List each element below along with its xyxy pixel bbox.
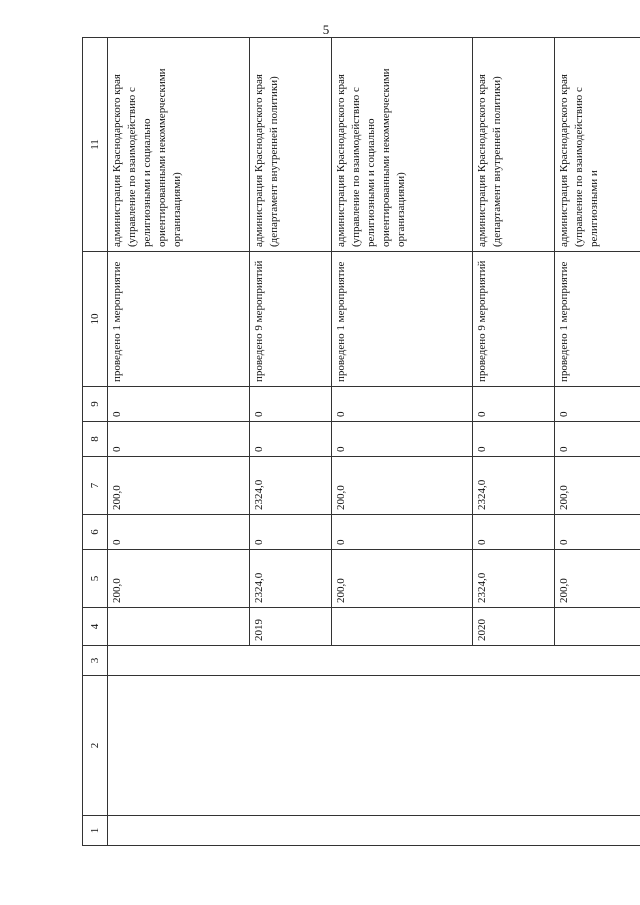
col-header-1: 1 xyxy=(83,816,108,846)
col-header-6: 6 xyxy=(83,515,108,550)
cell-c5: 200,0 xyxy=(555,550,640,608)
cell-executor: администрация Краснодарского края (департамент внутренней политики) xyxy=(249,38,331,252)
header-row xyxy=(83,38,108,846)
cell-col-3 xyxy=(108,646,640,676)
cell-year xyxy=(555,608,640,646)
program-table xyxy=(82,37,640,846)
page-number: 5 xyxy=(322,22,330,37)
cell-c8: 0 xyxy=(249,422,331,457)
cell-result: проведено 9 мероприятий xyxy=(473,252,555,387)
cell-c7: 200,0 xyxy=(555,457,640,515)
cell-c5: 2324,0 xyxy=(473,550,555,608)
cell-year xyxy=(108,608,250,646)
program-table-rotated xyxy=(82,38,640,846)
cell-executor: администрация Краснодарского края (управление по взаимодействию с религиозными и социально ориентированными некоммерческими организациями) xyxy=(108,38,250,252)
cell-c9: 0 xyxy=(331,387,473,422)
cell-c8: 0 xyxy=(555,422,640,457)
col-header-11: 11 xyxy=(83,38,108,252)
col-header-7: 7 xyxy=(83,457,108,515)
cell-c6: 0 xyxy=(555,515,640,550)
cell-year: 2020 xyxy=(473,608,555,646)
cell-c6: 0 xyxy=(331,515,473,550)
cell-executor: администрация Краснодарского края (управление по взаимодействию с религиозными и xyxy=(555,38,640,252)
col-header-2: 2 xyxy=(83,676,108,816)
cell-c7: 200,0 xyxy=(331,457,473,515)
cell-c8: 0 xyxy=(108,422,250,457)
cell-c7: 2324,0 xyxy=(473,457,555,515)
cell-col-1 xyxy=(108,816,640,846)
cell-c9: 0 xyxy=(555,387,640,422)
cell-result: проведено 9 мероприятий xyxy=(249,252,331,387)
cell-c6: 0 xyxy=(108,515,250,550)
col-header-5: 5 xyxy=(83,550,108,608)
cell-c6: 0 xyxy=(473,515,555,550)
cell-col-2 xyxy=(108,676,640,816)
cell-c8: 0 xyxy=(473,422,555,457)
cell-result: проведено 1 мероприятие xyxy=(331,252,473,387)
col-header-10: 10 xyxy=(83,252,108,387)
cell-executor: администрация Краснодарского края (управление по взаимодействию с религиозными и социально ориентированными некоммерческими организациями) xyxy=(331,38,473,252)
col-header-8: 8 xyxy=(83,422,108,457)
cell-c5: 2324,0 xyxy=(249,550,331,608)
cell-year xyxy=(331,608,473,646)
cell-result: проведено 1 мероприятие xyxy=(108,252,250,387)
table-row xyxy=(108,38,250,846)
cell-result: проведено 1 мероприятие xyxy=(555,252,640,387)
cell-c7: 2324,0 xyxy=(249,457,331,515)
cell-executor: администрация Краснодарского края (департамент внутренней политики) xyxy=(473,38,555,252)
col-header-9: 9 xyxy=(83,387,108,422)
cell-c9: 0 xyxy=(108,387,250,422)
cell-c8: 0 xyxy=(331,422,473,457)
cell-c9: 0 xyxy=(249,387,331,422)
cell-c9: 0 xyxy=(473,387,555,422)
col-header-3: 3 xyxy=(83,646,108,676)
cell-c5: 200,0 xyxy=(331,550,473,608)
cell-c7: 200,0 xyxy=(108,457,250,515)
cell-year: 2019 xyxy=(249,608,331,646)
cell-c6: 0 xyxy=(249,515,331,550)
col-header-4: 4 xyxy=(83,608,108,646)
cell-c5: 200,0 xyxy=(108,550,250,608)
